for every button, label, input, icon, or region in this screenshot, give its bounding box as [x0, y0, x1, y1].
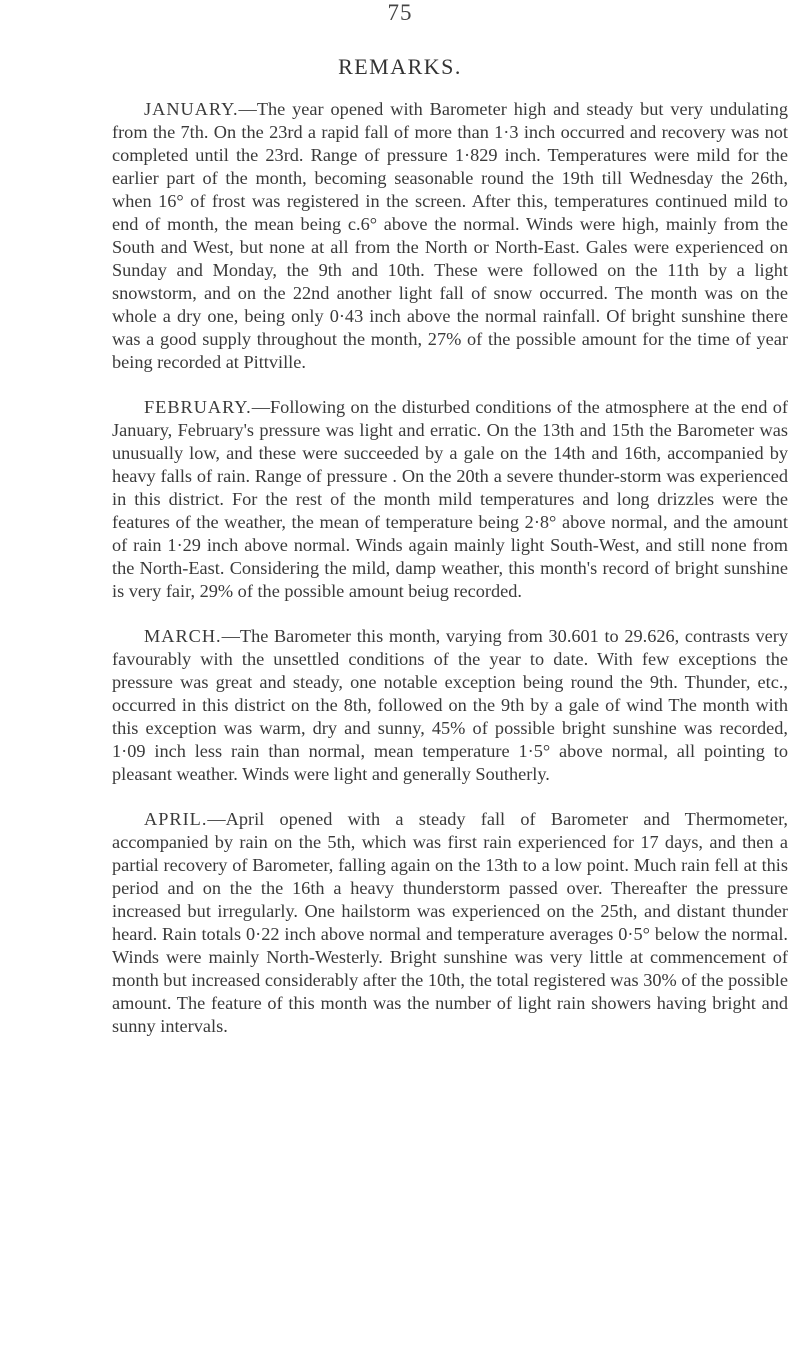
paragraph-february: [112, 396, 788, 603]
month-label-march: MARCH.: [144, 626, 222, 646]
paragraph-april: [112, 808, 788, 1038]
paragraph-text-march: —The Barometer this month, varying from 30.601 to 29.626, contrasts very favourably with the unsettled conditions of the year to date. With few exceptions the pressure was great and steady, one notable exception being round the 9th. Thunder, etc., occurred in this district on the 8th, followed on the 9th by a gale of wind The month with this exception was warm, dry and sunny, 45% of possible bright sunshine was recorded, 1·09 inch less rain than normal, mean temperature 1·5° above normal, all pointing to pleasant weather. Winds were light and generally Southerly.: [112, 626, 788, 784]
paragraph-march: [112, 625, 788, 786]
page-heading: REMARKS.: [338, 54, 462, 79]
paragraph-text-february: —Following on the disturbed conditions of the atmosphere at the end of January, February's pressure was light and erratic. On the 13th and 15th the Barometer was unusually low, and these were succeeded by a gale on the 14th and 16th, accompanied by heavy falls of rain. Range of pressure . On the 20th a severe thunder-storm was experienced in this district. For the rest of the month mild temperatures and long drizzles were the features of the weather, the mean of temperature being 2·8° above normal, and the amount of rain 1·29 inch above normal. Winds again mainly light South-West, and still none from the North-East. Considering the mild, damp weather, this month's record of bright sunshine is very fair, 29% of the possible amount beiug recorded.: [112, 397, 788, 601]
month-label-april: APRIL.: [144, 809, 208, 829]
remarks-body: [112, 98, 788, 1060]
paragraph-january: [112, 98, 788, 374]
month-label-february: FEBRUARY.: [144, 397, 252, 417]
page-number: 75: [387, 0, 413, 25]
paragraph-text-april: —April opened with a steady fall of Barometer and Thermometer, accompanied by rain on the 5th, which was first rain experienced for 17 days, and then a partial recovery of Barometer, falling again on the 13th to a low point. Much rain fell at this period and on the the 16th a heavy thunderstorm passed over. Thereafter the pressure increased but irregularly. One hailstorm was experienced on the 25th, and distant thunder heard. Rain totals 0·22 inch above normal and temperature averages 0·5° below the normal. Winds were mainly North-Westerly. Bright sunshine was very little at commencement of month but increased considerably after the 10th, the total registered was 30% of the possible amount. The feature of this month was the number of light rain showers having bright and sunny intervals.: [112, 809, 788, 1036]
paragraph-text-january: —The year opened with Barometer high and steady but very undulating from the 7th. On the 23rd a rapid fall of more than 1·3 inch occurred and recovery was not completed until the 23rd. Range of pressure 1·829 inch. Temperatures were mild for the earlier part of the month, becoming seasonable round the 19th till Wednesday the 26th, when 16° of frost was registered in the screen. After this, temperatures continued mild to end of month, the mean being c.6° above the normal. Winds were high, mainly from the South and West, but none at all from the North or North-East. Gales were experienced on Sunday and Monday, the 9th and 10th. These were followed on the 11th by a light snowstorm, and on the 22nd another light fall of snow occurred. The month was on the whole a dry one, being only 0·43 inch above the normal rainfall. Of bright sunshine there was a good supply throughout the month, 27% of the possible amount for the time of year being recorded at Pittville.: [112, 99, 788, 372]
month-label-january: JANUARY.: [144, 99, 239, 119]
